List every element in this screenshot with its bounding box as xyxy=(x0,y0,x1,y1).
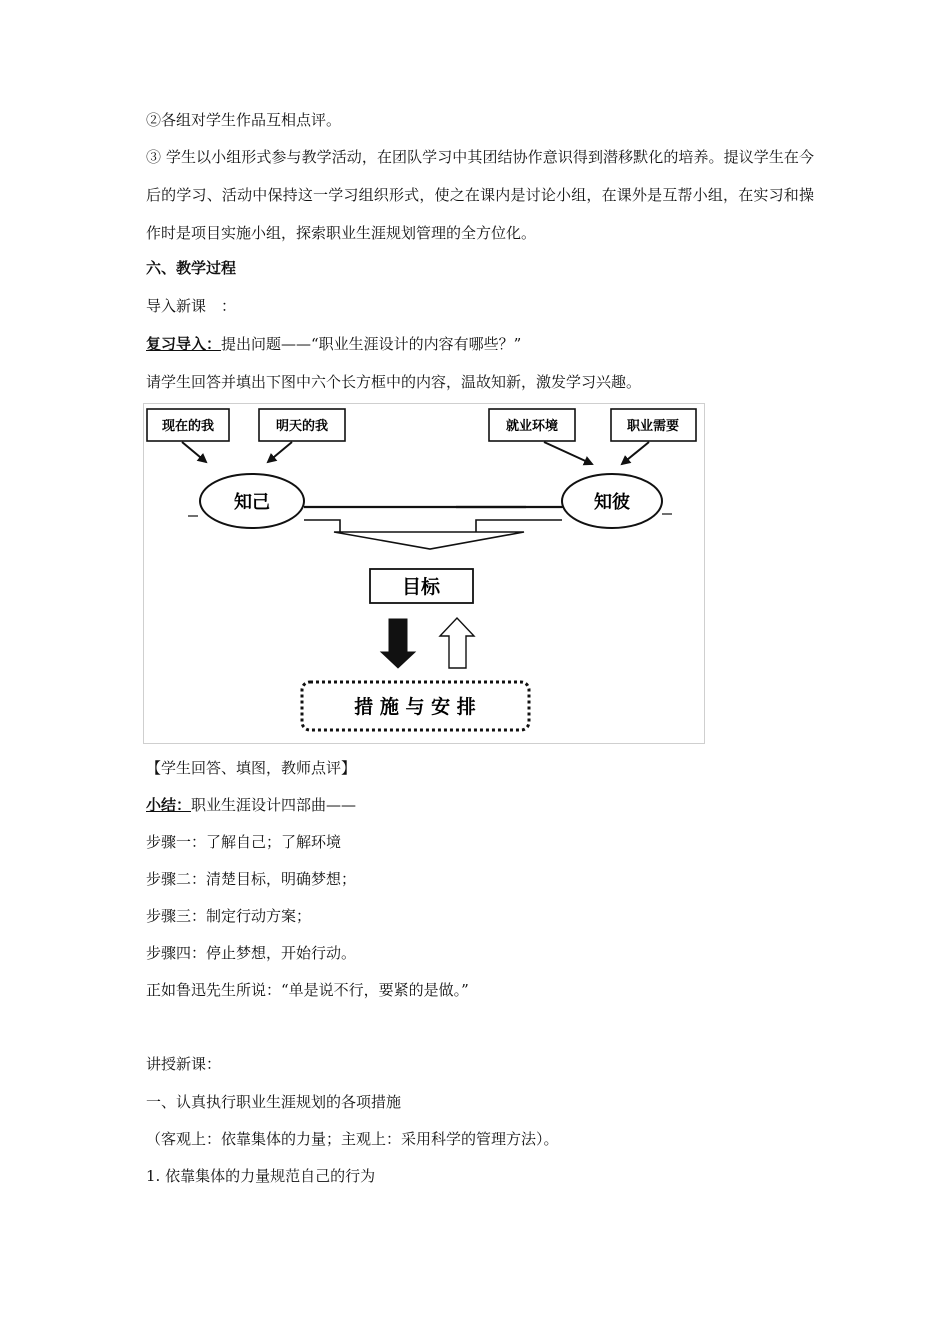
summary-label: 小结： xyxy=(146,796,192,814)
instruction-line: 请学生回答并填出下图中六个长方框中的内容，温故知新，激发学习兴趣。 xyxy=(146,373,642,391)
merge-arrow xyxy=(334,532,524,549)
quote-line: 正如鲁迅先生所说：“单是说不行，要紧的是做。” xyxy=(146,981,469,999)
label-now-me: 现在的我 xyxy=(161,419,215,434)
review-question: 提出问题——“职业生涯设计的内容有哪些？” xyxy=(221,335,522,353)
step-2: 步骤二：清楚目标，明确梦想； xyxy=(146,870,357,888)
label-know-other: 知彼 xyxy=(594,492,630,513)
arrow-tomorrow-to-self xyxy=(268,442,292,462)
section-heading-teaching-process: 六、教学过程 xyxy=(146,259,237,277)
diagram-svg xyxy=(144,404,704,743)
label-measures: 措 施 与 安 排 xyxy=(354,696,476,718)
label-goal: 目标 xyxy=(401,576,441,598)
paragraph-peer-review: ②各组对学生作品互相点评。 xyxy=(146,111,342,129)
arrow-up-hollow xyxy=(440,618,474,668)
arrow-needs-to-other xyxy=(622,442,649,464)
point-1-note: （客观上：依靠集体的力量；主观上：采用科学的管理方法）。 xyxy=(146,1130,559,1148)
point-1-heading: 一、认真执行职业生涯规划的各项措施 xyxy=(146,1093,402,1111)
feedback-line: 【学生回答、填图，教师点评】 xyxy=(146,759,357,777)
arrow-now-to-self xyxy=(182,442,206,462)
arrow-down-solid xyxy=(381,619,415,668)
arrow-env-to-other xyxy=(544,442,592,464)
teach-new-heading: 讲授新课： xyxy=(146,1055,222,1073)
summary-line xyxy=(146,795,356,815)
step-3: 步骤三：制定行动方案； xyxy=(146,907,312,925)
review-label: 复习导入： xyxy=(146,335,222,353)
step-4: 步骤四：停止梦想，开始行动。 xyxy=(146,944,357,962)
summary-text: 职业生涯设计四部曲—— xyxy=(191,796,357,814)
label-career-needs: 职业需要 xyxy=(626,419,680,434)
label-know-self: 知己 xyxy=(234,492,270,513)
intro-new-lesson: 导入新课 ： xyxy=(146,297,237,315)
step-1: 步骤一：了解自己；了解环境 xyxy=(146,833,342,851)
point-1-1: 1. 依靠集体的力量规范自己的行为 xyxy=(146,1167,376,1185)
label-employment-env: 就业环境 xyxy=(505,419,559,434)
career-planning-diagram xyxy=(143,403,705,744)
review-intro-line xyxy=(146,334,521,354)
paragraph-group-learning: ③ 学生以小组形式参与教学活动，在团队学习中其团结协作意识得到潜移默化的培养。提议学生在今后的学习、活动中保持这一学习组织形式，使之在课内是讨论小组，在课外是互帮小组，在实习和操作时是项目实施小组，探索职业生涯规划管理的全方位化。 xyxy=(146,148,814,242)
label-tomorrow-me: 明天的我 xyxy=(275,419,329,434)
